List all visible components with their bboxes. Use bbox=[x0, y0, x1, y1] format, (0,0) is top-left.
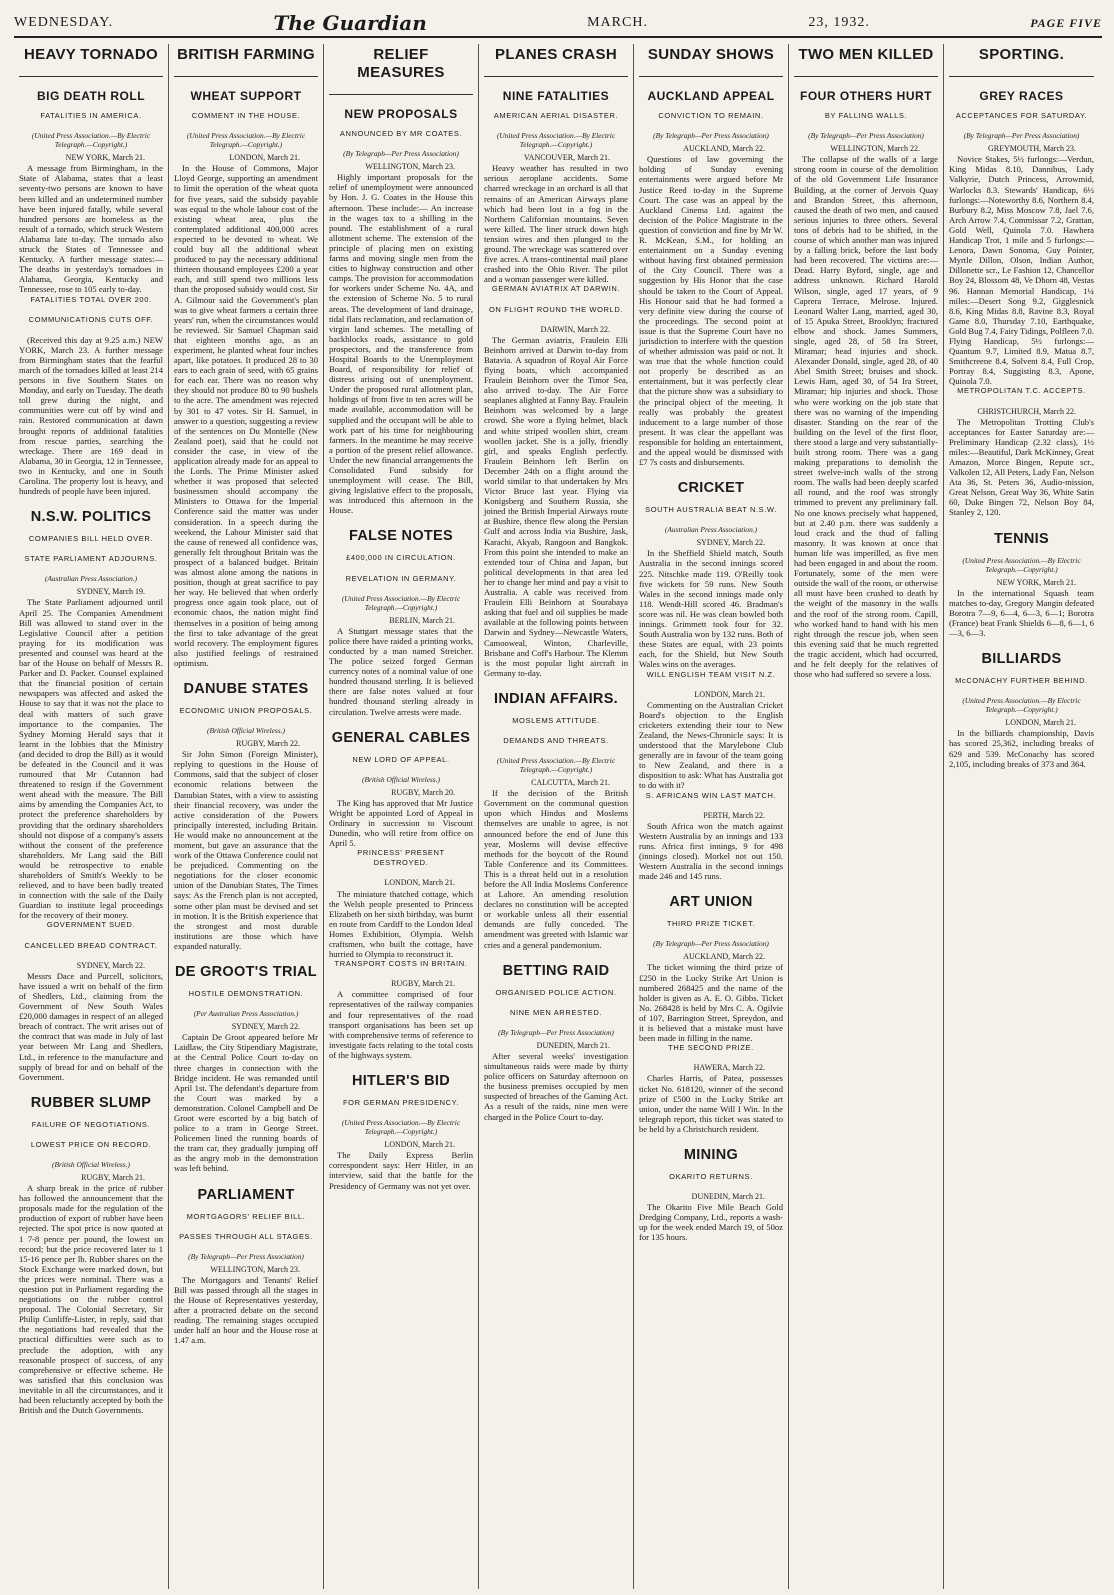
article-headline: BILLIARDS bbox=[981, 651, 1062, 668]
article-kicker: CONVICTION TO REMAIN. bbox=[658, 111, 764, 121]
column-3 bbox=[324, 44, 479, 1589]
article-headline: GENERAL CABLES bbox=[331, 729, 471, 746]
article-kicker: GERMAN AVIATRIX AT DARWIN. bbox=[491, 284, 621, 294]
article-kicker: AMERICAN AERIAL DISASTER. bbox=[493, 111, 619, 121]
article-subheadline: NINE FATALITIES bbox=[502, 89, 610, 103]
article-kicker: PRINCESS' PRESENT DESTROYED. bbox=[357, 848, 445, 868]
article-headline: TWO MEN KILLED bbox=[794, 44, 938, 77]
article-body: In the billiards championship, Davis has scored 25,362, including breaks of 629 and 539. McConachy has scored 2,105, including breaks of 373 and 364. bbox=[949, 728, 1094, 769]
article-headline: FALSE NOTES bbox=[348, 528, 453, 545]
column-1 bbox=[14, 44, 169, 1589]
dateline: BERLIN, March 21. bbox=[389, 615, 455, 625]
article-body: A committee comprised of four representatives of the railway companies and four representatives of the road transport organisations has been set up with comprehensive terms of reference to investigate facts relating to the total costs of the highways system. bbox=[329, 989, 473, 1060]
article-body: A sharp break in the price of rubber has followed the announcement that the proposals made for the regulation of the production of export of rubber have been rejected. The spot price is now quoted at 1 7-8 pence per pound, the lowest on record; but the price recovered later to 1 15-16 pence per lb. Rubber shares on the Stock Exchange were marked down, but the prices were nominal. There was a question put in Parliament regarding the negotiations on the rubber control proposal. The Colonial Secretary, Sir Philip Cunliffe-Lister, in reply, said that the negotiations had revealed that the practical difficulties were such as to preclude the adoption, with any reasonable prospect of success, of any comprehensive or effective scheme. He was satisfied that this conclusion was inevitable in all the circumstances, and it had been reluctantly accepted by both the British and the Dutch Governments. bbox=[19, 1183, 163, 1416]
dateline: RUGBY, March 21. bbox=[391, 979, 455, 989]
article-kicker: FAILURE OF NEGOTIATIONS. bbox=[31, 1119, 151, 1129]
article-headline: DE GROOT'S TRIAL bbox=[175, 964, 317, 981]
article-body: Commenting on the Australian Cricket Board's objection to the English cricketers extending their tour to New Zealand, the News-Chronicle says: It is understood that the Marylebone Club generally are in favour of the team going to New Zealand, and there is a disposition to ask: What has Australia got to do with it? bbox=[639, 699, 783, 791]
article-body: The Metropolitan Trotting Club's acceptances for Easter Saturday are:— Preliminary Handicap (2.32 class), 1½ miles:—Beautiful, Dark McKinney, Great Amazon, Morce Bingen, Repute scr., Valkolen 12, All Peters, Lady Fan, Nelson Ata 36, St. Peters 36, Audio-mission, Great Nelson, Great Way 36, White Satin 60, Duke Bingen 72, Nelson Boy 84, Stanley 2, 120. bbox=[949, 416, 1094, 518]
article-kicker: STATE PARLIAMENT ADJOURNS. bbox=[24, 554, 158, 564]
masthead-page-number: PAGE FIVE bbox=[1030, 15, 1102, 30]
article-kicker: ACCEPTANCES FOR SATURDAY. bbox=[955, 111, 1088, 121]
dateline: SYDNEY, March 22. bbox=[696, 538, 765, 548]
article-body: The collapse of the walls of a large strong room in course of the demolition of the old Government Life Insurance Building, at the corner of Jervois Quay and Brandon Street, this afternoon, caused the death of two men, and caused serious injuries to three others. Several tons of debris had to be shifted, in the course of which another man was injured by a falling brick, before the last body had been recovered. The victims are:— Dead. Harry Byford, single, age and address unknown. Richard Harold Wilson, single, aged 17 years, of 9 Caprera Terrace, Melrose. Injured. Leonard Walter Lang, married, aged 30, of 15 Apuka Street, Brooklyn; fractured elbow and shock. James Summers, single, aged 28, of 58 Ira Street, Miramar; head injuries and shock. Alexander Donald, single, aged 28, of 40 Abel Smith Street; bruises and shock. Lewis Ham, aged 30, of 54 Ira Street, Miramar; hip injuries and shock. Those who were working on the job state that there was no warning of the impending disaster. Standing on the rear of the building on the level of the first floor, there stood a large and very substantially-built strong room. There was a gang making preparations to demolish the street twelve-inch walls of the strong room. The walls had been deeply scarfed all round, and the roof was strongly trimmed to prevent any preliminary fall. No one knows precisely what happened, but at 2.40 p.m. there was suddenly a loud crack and the thud of falling masonry. It was known at once that human life was imperilled, as five men had been engaged in and about the room. Fortunately, some of the men were outside the wall of the room, or otherwise all must have been crushed to death by the weight of the masonry in the walls and the roof of the strong room. Capill, who worked hand to hand with his men right through the rescue job, when seen this evening said that he much regretted the tragic accident, which had occurred, and he felt deeply for the relatives of those who had suffered so severe a loss. bbox=[794, 154, 938, 680]
article-kicker: TRANSPORT COSTS IN BRITAIN. bbox=[334, 959, 468, 969]
article-subheadline: AUCKLAND APPEAL bbox=[647, 89, 775, 103]
dateline: LONDON, March 21. bbox=[384, 1140, 455, 1150]
article-headline: RELIEF MEASURES bbox=[329, 44, 473, 95]
article-kicker: GOVERNMENT SUED. bbox=[46, 920, 136, 930]
wire-credit: (Australian Press Association.) bbox=[44, 574, 138, 584]
article-subheadline: GREY RACES bbox=[979, 89, 1064, 103]
article-kicker: METROPOLITAN T.C. ACCEPTS. bbox=[957, 386, 1086, 396]
article-headline: PLANES CRASH bbox=[484, 44, 628, 77]
article-kicker: COMMENT IN THE HOUSE. bbox=[191, 111, 301, 121]
article-body: Charles Harris, of Patea, possesses ticket No. 618120, winner of the second prize of £500 in the Lucky Strike art union, under the name Will I Win. In the telegraph report, this ticket was stated to be held by a Christchurch resident. bbox=[639, 1073, 783, 1134]
article-body: In the international Squash team matches to-day, Gregory Mangin defeated Borotra 7—9, 6—4, 6—3, 6—1; Borotra (France) beat Frank Shields 6—8, 6—1, 6—3, 6—3. bbox=[949, 587, 1094, 639]
masthead-paper-name: The Guardian bbox=[273, 11, 427, 35]
article-kicker: ORGANISED POLICE ACTION. bbox=[495, 987, 617, 997]
dateline: RUGBY, March 22. bbox=[236, 739, 300, 749]
dateline: LONDON, March 21. bbox=[694, 689, 765, 699]
dateline: SYDNEY, March 22. bbox=[231, 1022, 300, 1032]
wire-credit: (United Press Association.—By Electric Telegraph.—Copyright.) bbox=[496, 131, 616, 150]
dateline: WELLINGTON, March 23. bbox=[210, 1264, 300, 1274]
wire-credit: (United Press Association.—By Electric Telegraph.—Copyright.) bbox=[341, 593, 461, 612]
wire-credit: (United Press Association.—By Electric Telegraph.—Copyright.) bbox=[962, 696, 1081, 715]
dateline: NEW YORK, March 21. bbox=[996, 577, 1076, 587]
masthead-day: WEDNESDAY. bbox=[14, 15, 114, 30]
dateline: HAWERA, March 22. bbox=[693, 1063, 765, 1073]
dateline: CHRISTCHURCH, March 22. bbox=[977, 406, 1076, 416]
article-headline: N.S.W. POLITICS bbox=[30, 509, 152, 526]
dateline: LONDON, March 21. bbox=[1005, 718, 1076, 728]
article-kicker: McCONACHY FURTHER BEHIND. bbox=[955, 676, 1088, 686]
article-body: Sir John Simon (Foreign Minister), replying to questions in the House of Commons, said that the subject of closer economic relations between the Danubian States, with a view to assisting their financial recovery, was under the active consideration of the Powers principally interested, including Britain. He would make no announcement at the moment, but gave an assurance that the work of the Ottawa Conference could not be prejudiced. Commenting on the negotiations for the closer economic union of the Danubian States, The Times says: As the French plan is not accepted, some other plan must be devised and set in motion. It is the British experience that the strongest and most durable institutions are those which have expanded naturally. bbox=[174, 749, 318, 951]
dateline: DARWIN, March 22. bbox=[540, 324, 610, 334]
article-headline: SPORTING. bbox=[949, 44, 1094, 77]
article-columns bbox=[14, 44, 1102, 1589]
dateline: AUCKLAND, March 22. bbox=[683, 144, 765, 154]
article-body: The Mortgagors and Tenants' Relief Bill was passed through all the stages in the House of Representatives yesterday, after a protracted debate on the second reading. The remaining stages occupied under half an hour and the House rose at 1.47 a.m. bbox=[174, 1274, 318, 1346]
dateline: DUNEDIN, March 21. bbox=[691, 1192, 765, 1202]
dateline: SYDNEY, March 22. bbox=[76, 960, 145, 970]
article-headline: RUBBER SLUMP bbox=[30, 1094, 152, 1111]
wire-credit: (United Press Association.—By Electric Telegraph.—Copyright.) bbox=[962, 555, 1081, 574]
wire-credit: (By Telegraph—Per Press Association) bbox=[963, 131, 1080, 141]
wire-credit: (United Press Association.—By Electric Telegraph.—Copyright.) bbox=[341, 1118, 461, 1137]
wire-credit: (British Official Wireless.) bbox=[362, 774, 440, 784]
article-kicker: PASSES THROUGH ALL STAGES. bbox=[179, 1231, 313, 1241]
masthead-month: MARCH. bbox=[587, 15, 648, 30]
column-4 bbox=[479, 44, 634, 1589]
article-body: A message from Birmingham, in the State of Alabama, states that a least seventy-two persons are known to have been killed and an undetermined number have been injured fatally, while several hundred persons are homeless as the result of a tornado, which struck Western Alabama late to-day. The tornado also struck the States of Tennessee and Kentucky. A further message states:—The deaths in yesterday's tornadoes in Alabama, Georgia, Kentucky and Tennessee, rose to 105 early to-day. bbox=[19, 163, 163, 295]
article-kicker: THE SECOND PRIZE. bbox=[668, 1043, 754, 1053]
article-kicker: CANCELLED BREAD CONTRACT. bbox=[24, 940, 158, 950]
column-5 bbox=[634, 44, 789, 1589]
article-body: The German aviatrix, Fraulein Elli Beinhorn arrived at Darwin to-day from Batavia. A squadron of Royal Air Force flying boats, which accompanied Fraulein Beinhorn over the Timor Sea, also arrived to-day. The Air Force seaplanes alighted at Fanny Bay. Fraulein Beinhorn was welcomed by a large crowd. She wore a flying helmet, black and white striped woollen shirt, cream woollen jacket. She is a jolly, friendly girl, and speaks English perfectly. Fraulein Beinhorn left Berlin on December 24th on a flight around the world similar to that undertaken by Mrs Victor Bruce last year. Flying via Konigsberg and Southern Russia, she joined the British Imperial Airways route at Bushire, thence flew along the Persian Gulf and across India via Bushire, Jask, Karachi, Akyab, Rangoon and Bangkok. From this point she intended to make an extended tour of China and Japan, but political developments in that area led her to change her mind and pay a visit to Australia. A cable was received from Fraulein Elli Beinhorn at Sourabaya asking that fuel and oil supplies be made available at the following points between Darwin and Sydney—Newcastle Waters, Camooweal, Winton, Charleville, Brisbane and Coff's Harbour. The Klemm is the most popular light aircraft in Germany to-day. bbox=[484, 334, 628, 678]
article-body: The King has approved that Mr Justice Wright be appointed Lord of Appeal in Ordinary in succession to Viscount Dunedin, who will retire from office on April 5. bbox=[329, 797, 473, 849]
column-6 bbox=[789, 44, 944, 1589]
article-headline: TENNIS bbox=[994, 530, 1049, 547]
article-headline: HITLER'S BID bbox=[351, 1073, 451, 1090]
article-kicker: NEW LORD OF APPEAL. bbox=[352, 754, 450, 764]
article-body: Highly important proposals for the relief of unemployment were announced by Hon. J. G. Coates in the House this afternoon. These include:— An increase in the wages tax to a shilling in the pound. The establishment of a rural allotment scheme. The extension of the principle of placing men on existing farms and moving single men from the cities to highway construction and other camps. The provision for accommodation for workers under Scheme No. 4A, and the extension of Scheme No. 5 to rural areas. The development of land drainage, tidal flats reclamation, and reclamation of virgin land schemes. The metalling of backblocks roads, assistance to gold prospectors, and the transference from Hospital Boards to the Unemployment Board, of responsibility for relief of distress arising out of unemployment. Under the proposed rural allotment plan, holdings of from five to ten acres will be made available, accommodation will be supplied and the occupant will be able to work part of his time for neighbouring farmers. In the meantime he may receive a portion of the present relief allowance. Under the new financial arrangements the Consolidated Fund subsidy for unemployment will cease. The Bill, giving legislative effect to the proposals, was introduced this afternoon in the House. bbox=[329, 172, 473, 516]
article-headline: DANUBE STATES bbox=[183, 680, 309, 697]
article-kicker: ANNOUNCED BY MR COATES. bbox=[339, 129, 463, 139]
article-body: In the Sheffield Shield match, South Australia in the second innings scored 225. Nitschke made 119. O'Reilly took five wickets for 59 runs. New South Wales in the second innings made only 118. Wendt-Hill scored 46. Bradman's score was nil. He was clean bowled both innings. Grimmett took four for 32. South Australia won by 132 runs. Both of these States are equal, with 23 points each, for the Shield, but New South Wales wins on the averages. bbox=[639, 548, 783, 670]
article-headline: ART UNION bbox=[669, 894, 753, 911]
dateline: WELLINGTON, March 22. bbox=[830, 144, 920, 154]
article-body: South Africa won the match against Western Australia by an innings and 133 runs. Africa first innings, 9 for 498 (innings closed). Morkel not out 150. Western Australia in the second innings made 246 and 145 runs. bbox=[639, 820, 783, 882]
masthead-date: 23, 1932. bbox=[808, 15, 870, 30]
article-headline: CRICKET bbox=[677, 480, 745, 497]
dateline: LONDON, March 21. bbox=[384, 878, 455, 888]
article-kicker: FOR GERMAN PRESIDENCY. bbox=[343, 1098, 459, 1108]
wire-credit: (By Telegraph—Per Press Association) bbox=[188, 1251, 304, 1261]
article-body: If the decision of the British Government on the communal question upon which Hindus and Moslems themselves are unable to agree, is not announced before the end of June this year, Moslems will devise effective methods for the boycott of the Round Table Conference and its Committees. This is a threat held out in a resolution before the All India Moslems Conference at Lahore. An amending resolution declares no constitution will be accepted or workable unless all their essential demands are fully conceded. The amendment was greeted with Islamic war cries and a general pandemonium. bbox=[484, 788, 628, 950]
wire-credit: (Australian Press Association.) bbox=[664, 525, 758, 535]
article-subheadline: FOUR OTHERS HURT bbox=[800, 89, 932, 103]
article-headline: MINING bbox=[683, 1146, 739, 1163]
article-body: Messrs Dace and Purcell, solicitors, have issued a writ on behalf of the firm of Shedlers, Ltd., claiming from the Government of New South Wales £20,000 damages in respect of an alleged breach of contract. The writ arises out of the contract that was made in July of last year between Mr Lang and Shedlers, Ltd., in reference to the manufacture and supply of bread for and on behalf of the Government. bbox=[19, 970, 163, 1082]
wire-credit: (By Telegraph—Per Press Association) bbox=[808, 131, 924, 141]
masthead bbox=[14, 10, 1102, 38]
wire-credit: (United Press Association.—By Electric Telegraph.—Copyright.) bbox=[186, 131, 306, 150]
article-kicker: FATALITIES IN AMERICA. bbox=[40, 111, 142, 121]
article-body: Heavy weather has resulted in two serious aeroplane accidents. Some charred wreckage in an orchard is all that remains of an American Airways plane which had been lost in a fog in the Northern Californian mountains. Seven were killed. The liner struck down high tension wires and then plunged to the ground. The wreckage was scattered over five acres. A trans-continental mail plane crashed into the Ohio River. The pilot and a woman passenger were killed. bbox=[484, 163, 628, 285]
dateline: WELLINGTON, March 23. bbox=[365, 162, 455, 172]
article-body: The miniature thatched cottage, which the Welsh people presented to Princess Elizabeth on her sixth birthday, was burnt en route from Cardiff to the London Ideal Homes Exhibition, Olympia. Welsh craftsmen, who built the cottage, have hurried to Olympia to reconstruct it. bbox=[329, 888, 473, 960]
article-kicker: NINE MEN ARRESTED. bbox=[509, 1007, 603, 1017]
dateline: RUGBY, March 21. bbox=[81, 1172, 145, 1182]
wire-credit: (United Press Association.—By Electric Telegraph.—Copyright.) bbox=[496, 756, 616, 775]
article-kicker: REVELATION IN GERMANY. bbox=[345, 573, 457, 583]
article-kicker: FATALITIES TOTAL OVER 200. bbox=[30, 294, 152, 304]
article-kicker: COMMUNICATIONS CUTS OFF. bbox=[28, 314, 154, 324]
article-body: A Stuttgart message states that the police there have raided a printing works, conducted by a man named Streicher. The police seized forged German currency notes of a nominal value of one hundred thousand sterling. It is believed there are false notes valued at four hundred thousand sterling already in circulation. Twelve arrests were made. bbox=[329, 625, 473, 717]
wire-credit: (By Telegraph—Per Press Association) bbox=[653, 939, 769, 949]
article-headline: SUNDAY SHOWS bbox=[639, 44, 783, 77]
dateline: PERTH, March 22. bbox=[703, 810, 765, 820]
article-kicker: BY FALLING WALLS. bbox=[824, 111, 908, 121]
article-subheadline: NEW PROPOSALS bbox=[344, 107, 458, 121]
article-body: Novice Stakes, 5½ furlongs:—Verdun, King Midas 8.10, Dannibus, Lady Valkyrie, Dutch Princess, Arrowmid, Warlocks 8.3. Stewards' Handicap, 6½ furlongs:—Noteworthy 8.6, Northern 8.4, Burbury 8.2, Miss Moscow 7.8, Jael 7.6, Arch Arrow 7.4, Commissar 7.2, Grattan, Gold Well, Quinola 7.0. Hawhera Handicap Trot, 1 mile and 5 furlongs:—Lenora, Dawn Sonoma, Guy Pointer, Myrtle Dillon, Olson, Indian Author, Dillonette scr., Le Fashion 12, Chancellor Boy 24, Blossom 48, Ve Dhorn 48, Vestas 96. Hannan Memorial Handicap, 1¼ miles:—Desert Song 9.2, Gigglesnick 8.6, King Midas 8.8, Ravine 8.3, Royal Game 8.0, Thursday 7.10, Earthquake, Gold Bug 7.4, Fairy Tidings, Polfleen 7.0. Flying Handicap, 5½ furlongs:—Quantum 9.7, Limited 8.9, Matua 8.7, Smithcreene 8.4, Solvent 8.4, Full Crop, Portray 8.4, Suggisting 8.3, Apone, Quinola 7.0. bbox=[949, 154, 1094, 387]
article-body: Captain De Groot appeared before Mr Laidlaw, the City Stipendiary Magistrate, at the Central Police Court to-day on three charges in connection with the Bridge incident. He was remanded until April 1st. The defendant's departure from the Court was marked by a demonstration. Colonel Campbell and De Groot were escorted by a big batch of police to a tram in George Street. Policemen lined the running boards of the tram car, they gradually jumping off as the angry mob in the demonstration was left behind. bbox=[174, 1032, 318, 1174]
article-body: After several weeks' investigation simultaneous raids were made by thirty police officers on Saturday afternoon on the business premises occupied by men suspected of breaches of the Gaming Act. As a result of the raids, nine men were charged in the Police Court to-day. bbox=[484, 1050, 628, 1122]
wire-credit: (By Telegraph—Per Press Association) bbox=[653, 131, 769, 141]
article-body: The Daily Express Berlin correspondent says: Herr Hitler, in an interview, said that the battle for the Presidency of Germany was not yet over. bbox=[329, 1150, 473, 1191]
wire-credit: (United Press Association.—By Electric Telegraph.—Copyright.) bbox=[31, 131, 151, 150]
wire-credit: (British Official Wireless.) bbox=[207, 726, 285, 736]
article-kicker: S. AFRICANS WIN LAST MATCH. bbox=[645, 790, 777, 800]
wire-credit: (By Telegraph—Per Press Association) bbox=[343, 149, 459, 159]
article-kicker: THIRD PRIZE TICKET. bbox=[666, 919, 756, 929]
dateline: GREYMOUTH, March 23. bbox=[988, 144, 1076, 154]
article-kicker: COMPANIES BILL HELD OVER. bbox=[28, 534, 154, 544]
article-kicker: MOSLEMS ATTITUDE. bbox=[512, 715, 600, 725]
article-headline: PARLIAMENT bbox=[197, 1186, 295, 1203]
article-body: The ticket winning the third prize of £250 in the Lucky Strike Art Union is numbered 268425 and the name of the holder is given as A. E. O. Gibbs. Ticket No. 268428 is held by Mrs C. A. Ogilvie of 107, Barrington Street, Spreydon, and it is believed that a mistake must have been made in filling in the name. bbox=[639, 962, 783, 1044]
wire-credit: (British Official Wireless.) bbox=[52, 1159, 130, 1169]
article-kicker: LOWEST PRICE ON RECORD. bbox=[30, 1139, 152, 1149]
article-kicker: OKARITO RETURNS. bbox=[669, 1171, 753, 1181]
article-kicker: ON FLIGHT ROUND THE WORLD. bbox=[488, 304, 624, 314]
article-headline: HEAVY TORNADO bbox=[19, 44, 163, 77]
dateline: SYDNEY, March 19. bbox=[76, 587, 145, 597]
dateline: AUCKLAND, March 22. bbox=[683, 952, 765, 962]
article-body: The Okarito Five Mile Beach Gold Dredging Company, Ltd., reports a wash-up for the week ended March 19, of 50oz for 135 hours. bbox=[639, 1202, 783, 1243]
dateline: LONDON, March 21. bbox=[229, 153, 300, 163]
dateline: CALCUTTA, March 21. bbox=[531, 778, 610, 788]
wire-credit: (By Telegraph—Per Press Association) bbox=[498, 1027, 614, 1037]
article-subheadline: BIG DEATH ROLL bbox=[36, 89, 146, 103]
article-body: The State Parliament adjourned until April 25. The Companies Amendment Bill was allowed to stand over in the Legislative Council after a petition praying for its modification was presented and counsel was heard at the bar of the House on behalf of Messrs R. Parker and D. Packer. Counsel explained that the financial position of certain newspapers was affected and asked the House to say that it was not the place to deal with matters of such grave importance to the companies. The Sydney Morning Herald says that it learnt in the lobbies that the Ministry (and decided to drop the Bill) as it would be defeated in the Council and it was rumoured that Mr Cutannon had threatened to resign if the Government went ahead with the measure. The Bill aims by amending the Companies Act, to protect the preference shareholders by providing that the ordinary shareholders should not dispose of a company's assets without the consent of the preference shareholders. Mr Lang said the Bill would be retrospective to enable shareholders of Smith's Weekly to be relieved, and to have been badly treated in connection with the sale of the Daily Guardian to institute legal proceedings for the recovery of their money. bbox=[19, 597, 163, 921]
article-kicker: DEMANDS AND THREATS. bbox=[503, 735, 609, 745]
article-kicker: ECONOMIC UNION PROPOSALS. bbox=[179, 705, 313, 715]
dateline: VANCOUVER, March 21. bbox=[523, 153, 610, 163]
article-kicker: MORTGAGORS' RELIEF BILL. bbox=[186, 1211, 306, 1221]
dateline: RUGBY, March 20. bbox=[391, 787, 455, 797]
article-kicker: WILL ENGLISH TEAM VISIT N.Z. bbox=[646, 669, 776, 679]
article-kicker: £400,000 IN CIRCULATION. bbox=[346, 553, 456, 563]
article-kicker: HOSTILE DEMONSTRATION. bbox=[188, 989, 304, 999]
column-2 bbox=[169, 44, 324, 1589]
article-body: Questions of law governing the holding of Sunday evening entertainments were argued before Mr Justice Reed to-day in the Supreme Court. The case was an appeal by the Auckland Cinema Ltd. against the decision of the Police Magistrate in the question of conviction and fine by Mr W. R. McKean, S.M., for holding an entertainment on a Sunday evening without having first obtained permission of the City Council. There was a suggestion by His Honor that the case should be taken to the Court of Appeal. His Honour said that he had formed a very definite view during the course of the proceedings. The second point at issue is that the Supreme Court have no jurisdiction to interfere with the question of whether admission was paid or not. It was true that the whole function could not properly be described as an entertainment, but it was perfectly clear that the picture show was a subsidiary to the principal object of the meeting. It really was probably the greatest inducement to a large number of those present. It was clear the appellant was responsible for holding an entertainment, and the appeal would be dismissed with £7 7s costs and disbursements. bbox=[639, 154, 783, 468]
article-headline: INDIAN AFFAIRS. bbox=[494, 690, 618, 707]
wire-credit: (Per Australian Press Association.) bbox=[193, 1009, 299, 1019]
article-subheadline: WHEAT SUPPORT bbox=[190, 89, 302, 103]
article-kicker: SOUTH AUSTRALIA BEAT N.S.W. bbox=[645, 505, 777, 515]
dateline: DUNEDIN, March 21. bbox=[536, 1040, 610, 1050]
column-7 bbox=[944, 44, 1099, 1589]
article-body: In the House of Commons, Major Lloyd George, supporting an amendment to limit the operation of the wheat quota for five years, said the subsidy payable was equal to the whole labour cost of the existing wheat area, plus the contemplated additional 400,000 acres expected to be devoted to wheat. We could buy all the additional wheat produced to pay the necessary additional thirteen thousand employees £200 a year each, and still spend two millions less than the proposed subsidy would cost. Sir A. Gilmour said the Government's plan was to give wheat farmers a certain three years' run, when the circumstances would be reviewed. Sir Samuel Chapman said that eighteen months ago, as an experiment, he planted wheat four inches apart, like potatoes. It produced 28 to 30 ears to each grain of seed, with 65 grains for each ear. There was no reason why they should not produce 80 to 90 bushels to the acre. The amendment was rejected by 301 to 47 votes. Sir H. Samuel, in answer to a question, suggesting a review of the sentences on Du Montelle (New Zealand poet), said that he could not consider the case, in view of the application already made for an appeal to the Lords. The Prime Minister asked whether it was proposed that selected businessmen should accompany the Ministers to Ottawa for the Imperial Conference said the matter was under consideration. In a speech during the weekend, the Labour Minister said that the cause of renewed all confidence was, generally felt throughout Britain was the prospect of a balanced budget. Britain was almost alone among the nations in position, though at great sacrifice to pay her way. He believed that when orderly progress once again took place, out of economic chaos, the nation might find themselves in a position of being among the first to take advantage of the great world recovery. The employment figures also justified feelings of restrained optimism. bbox=[174, 163, 318, 668]
article-headline: BRITISH FARMING bbox=[174, 44, 318, 77]
article-body: (Received this day at 9.25 a.m.) NEW YORK, March 23. A further message from Birmingham states that the fearful march of the tornadoes killed at least 214 persons in five Southern States on Monday, and early on Tuesday. The death toll grew during the night, and communities were cut off by wind and rain. Restored communication at dawn brought reports of additional fatalities from rescue parties, searching the wreckage. There are 169 dead in Alabama, 30 in Georgia, 12 in Tennessee, two in Kentucky, and one in South Carolina. The property lost is heavy, and hundreds of people have been injured. bbox=[19, 334, 163, 497]
dateline: NEW YORK, March 21. bbox=[65, 153, 145, 163]
article-headline: BETTING RAID bbox=[502, 962, 610, 979]
